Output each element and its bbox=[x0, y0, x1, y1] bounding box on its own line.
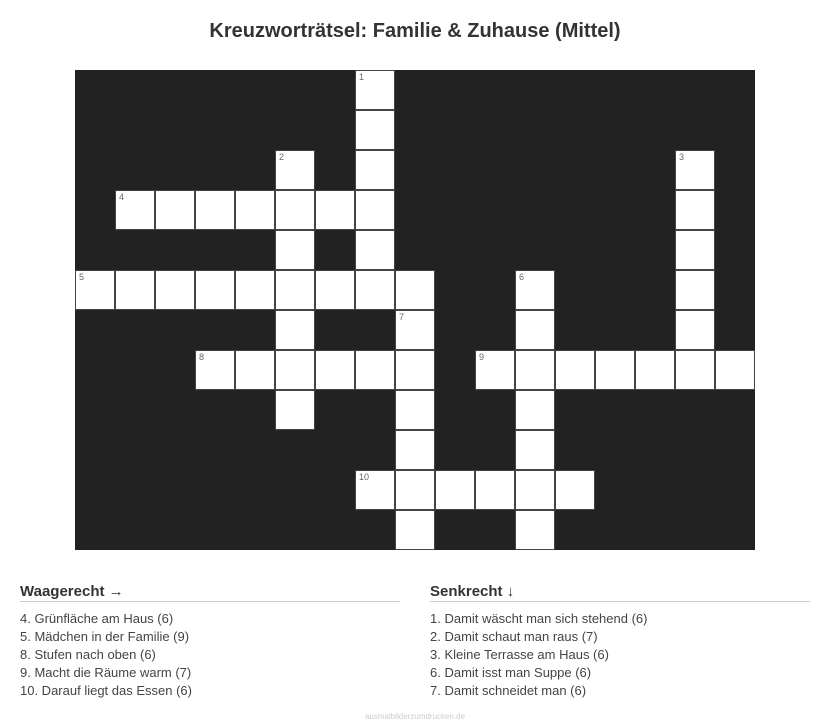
clue-item: 10. Darauf liegt das Essen (6) bbox=[20, 683, 192, 698]
grid-cell[interactable] bbox=[475, 470, 515, 510]
clue-number: 6 bbox=[519, 272, 525, 282]
grid-cell[interactable] bbox=[395, 310, 435, 350]
grid-cell[interactable] bbox=[515, 310, 555, 350]
clue-number: 7 bbox=[399, 312, 405, 322]
grid-cell[interactable] bbox=[195, 270, 235, 310]
grid-cell[interactable] bbox=[475, 350, 515, 390]
clue-item: 9. Macht die Räume warm (7) bbox=[20, 665, 192, 680]
grid-cell[interactable] bbox=[355, 150, 395, 190]
grid-cell[interactable] bbox=[155, 190, 195, 230]
across-heading: Waagerecht → bbox=[20, 583, 400, 602]
grid-cell[interactable] bbox=[275, 230, 315, 270]
clue-item: 8. Stufen nach oben (6) bbox=[20, 647, 156, 662]
grid-cell[interactable] bbox=[515, 430, 555, 470]
grid-cell[interactable] bbox=[355, 270, 395, 310]
grid-cell[interactable] bbox=[355, 190, 395, 230]
grid-cell[interactable] bbox=[515, 270, 555, 310]
grid-cell[interactable] bbox=[515, 350, 555, 390]
grid-cell[interactable] bbox=[715, 350, 755, 390]
grid-cell[interactable] bbox=[275, 190, 315, 230]
clue-number: 1 bbox=[359, 72, 365, 82]
grid-cell[interactable] bbox=[115, 270, 155, 310]
grid-cell[interactable] bbox=[675, 310, 715, 350]
grid-cell[interactable] bbox=[635, 350, 675, 390]
grid-cell[interactable] bbox=[395, 430, 435, 470]
across-clues bbox=[20, 583, 400, 700]
grid-cell[interactable] bbox=[315, 270, 355, 310]
grid-cell[interactable] bbox=[355, 350, 395, 390]
grid-cell[interactable] bbox=[235, 350, 275, 390]
grid-cell[interactable] bbox=[355, 230, 395, 270]
grid-cell[interactable] bbox=[275, 150, 315, 190]
clue-item: 6. Damit isst man Suppe (6) bbox=[430, 665, 592, 680]
grid-cell[interactable] bbox=[155, 270, 195, 310]
grid-cell[interactable] bbox=[275, 390, 315, 430]
grid-cell[interactable] bbox=[75, 270, 115, 310]
clue-number: 5 bbox=[79, 272, 85, 282]
grid-cell[interactable] bbox=[675, 150, 715, 190]
grid-cell[interactable] bbox=[555, 350, 595, 390]
clue-item: 7. Damit schneidet man (6) bbox=[430, 683, 587, 698]
clue-number: 10 bbox=[359, 472, 370, 482]
grid-cell[interactable] bbox=[395, 470, 435, 510]
footer-credit: ausmalbilderzumdrucken.de bbox=[364, 712, 466, 721]
grid-cell[interactable] bbox=[395, 390, 435, 430]
grid-cell[interactable] bbox=[275, 350, 315, 390]
clue-number: 3 bbox=[679, 152, 685, 162]
grid-cell[interactable] bbox=[235, 190, 275, 230]
grid-cell[interactable] bbox=[355, 110, 395, 150]
grid-cell[interactable] bbox=[355, 470, 395, 510]
grid-cell[interactable] bbox=[115, 190, 155, 230]
clue-number: 8 bbox=[199, 352, 205, 362]
grid-cell[interactable] bbox=[515, 470, 555, 510]
clue-item: 1. Damit wäscht man sich stehend (6) bbox=[430, 611, 648, 626]
grid-cell[interactable] bbox=[235, 270, 275, 310]
clue-item: 4. Grünfläche am Haus (6) bbox=[20, 611, 174, 626]
grid-cell[interactable] bbox=[315, 350, 355, 390]
clue-number: 2 bbox=[279, 152, 285, 162]
grid-cell[interactable] bbox=[555, 470, 595, 510]
page-title: Kreuzworträtsel: Familie & Zuhause (Mittel) bbox=[209, 20, 621, 42]
grid-cell[interactable] bbox=[275, 270, 315, 310]
clue-item: 2. Damit schaut man raus (7) bbox=[430, 629, 598, 644]
grid-cell[interactable] bbox=[395, 270, 435, 310]
down-heading: Senkrecht ↓ bbox=[430, 583, 810, 602]
grid-cell[interactable] bbox=[395, 350, 435, 390]
grid-cell[interactable] bbox=[515, 390, 555, 430]
clue-number: 4 bbox=[119, 192, 125, 202]
grid-cell[interactable] bbox=[435, 470, 475, 510]
crossword-grid bbox=[75, 70, 755, 550]
grid-cell[interactable] bbox=[515, 510, 555, 550]
grid-cell[interactable] bbox=[315, 190, 355, 230]
clue-item: 5. Mädchen in der Familie (9) bbox=[20, 629, 190, 644]
grid-cell[interactable] bbox=[675, 230, 715, 270]
grid-cell[interactable] bbox=[395, 510, 435, 550]
grid-cell[interactable] bbox=[355, 70, 395, 110]
grid-cell[interactable] bbox=[675, 190, 715, 230]
clue-item: 3. Kleine Terrasse am Haus (6) bbox=[430, 647, 609, 662]
grid-cell[interactable] bbox=[675, 350, 715, 390]
down-clues bbox=[430, 583, 810, 700]
clue-number: 9 bbox=[479, 352, 485, 362]
grid-cell[interactable] bbox=[195, 350, 235, 390]
grid-cell[interactable] bbox=[595, 350, 635, 390]
grid-cell[interactable] bbox=[195, 190, 235, 230]
grid-cell[interactable] bbox=[275, 310, 315, 350]
grid-cell[interactable] bbox=[675, 270, 715, 310]
